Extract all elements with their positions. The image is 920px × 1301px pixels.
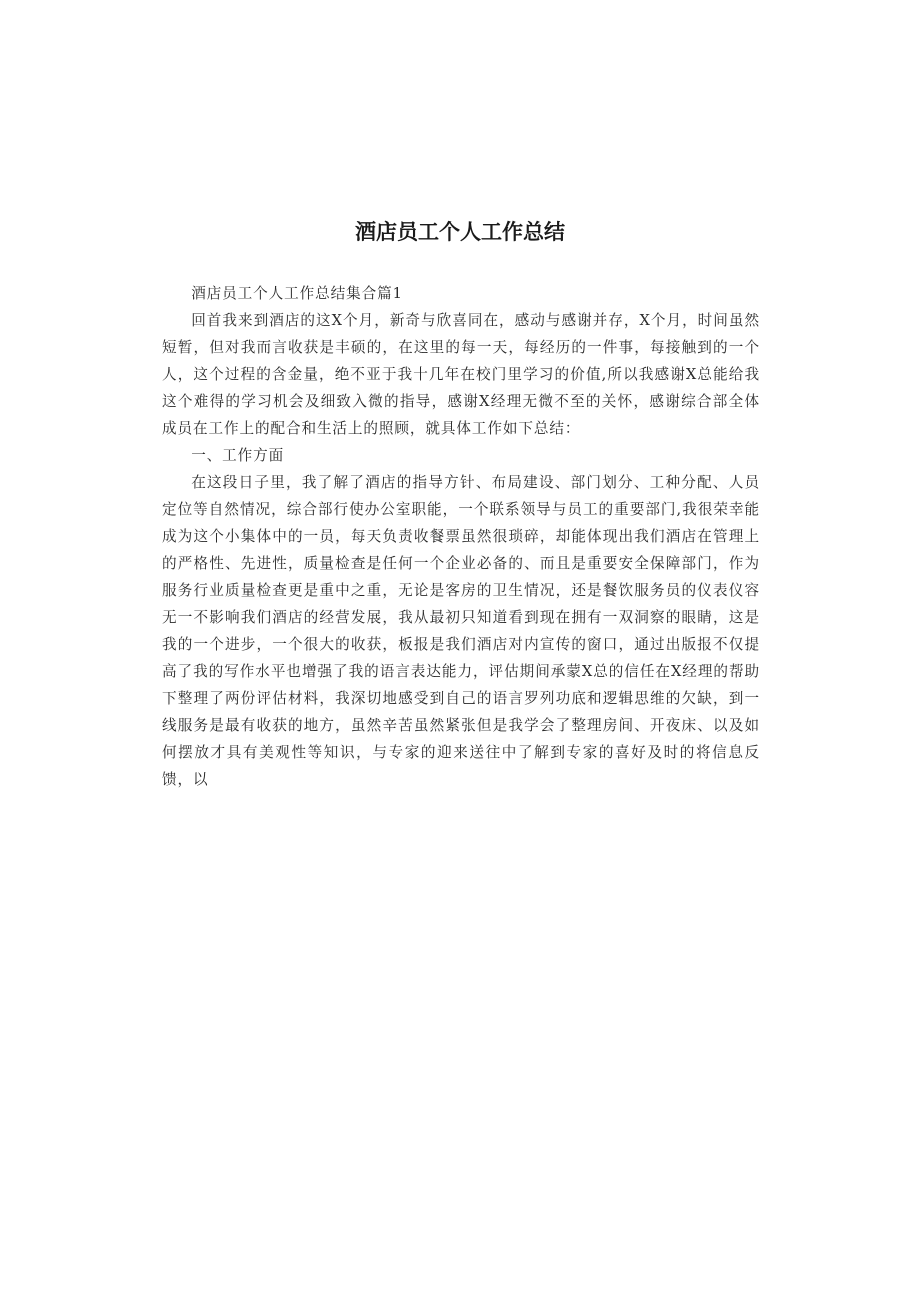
- section-heading-paragraph: 酒店员工个人工作总结集合篇1: [191, 285, 403, 302]
- document-title: 酒店员工个人工作总结: [355, 220, 565, 244]
- subsection-heading-paragraph: 一、工作方面: [191, 447, 285, 464]
- intro-paragraph: 回首我来到酒店的这X个月，新奇与欣喜同在，感动与感谢并存，X个月，时间虽然短暂，但对我而言收获是丰硕的，在这里的每一天，每经历的一件事，每接触到的一个人，这个过程的含金量，绝不亚于我十几年在校门里学习的价值,所以我感谢X总能给我这个难得的学习机会及细致入微的指导，感谢X经理无微不至的关怀，感谢综合部全体成员在工作上的配合和生活上的照顾，就具体工作如下总结：: [162, 312, 760, 437]
- document-body: [162, 280, 760, 793]
- work-details-paragraph: 在这段日子里，我了解了酒店的指导方针、布局建设、部门划分、工种分配、人员定位等自然情况，综合部行使办公室职能，一个联系领导与员工的重要部门,我很荣幸能成为这个小集体中的一员，每天负责收餐票虽然很琐碎，却能体现出我们酒店在管理上的严格性、先进性，质量检查是任何一个企业必备的、而且是重要安全保障部门，作为服务行业质量检查更是重中之重，无论是客房的卫生情况，还是餐饮服务员的仪表仪容无一不影响我们酒店的经营发展，我从最初只知道看到现在拥有一双洞察的眼睛，这是我的一个进步，一个很大的收获，板报是我们酒店对内宣传的窗口，通过出版报不仅提高了我的写作水平也增强了我的语言表达能力，评估期间承蒙X总的信任在X经理的帮助下整理了两份评估材料，我深切地感受到自己的语言罗列功底和逻辑思维的欠缺，到一线服务是最有收获的地方，虽然辛苦虽然紧张但是我学会了整理房间、开夜床、以及如何摆放才具有美观性等知识，与专家的迎来送往中了解到专家的喜好及时的将信息反馈，以: [162, 474, 760, 788]
